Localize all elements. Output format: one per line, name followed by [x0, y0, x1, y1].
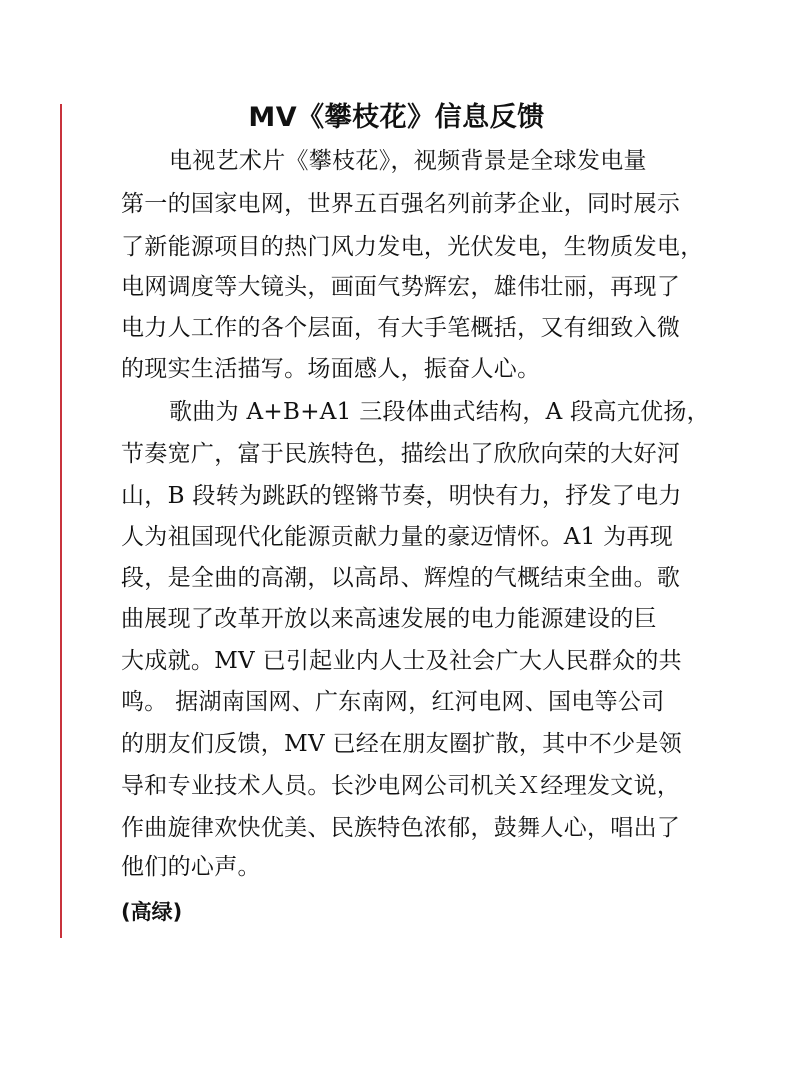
paragraph-line: 山，B 段转为跳跃的铿锵节奏，明快有力，抒发了电力 — [121, 483, 682, 509]
margin-line — [60, 104, 62, 938]
author-signature: (高绿) — [121, 900, 183, 924]
paragraph-line: 段，是全曲的高潮，以高昂、辉煌的气概结束全曲。歌 — [121, 565, 681, 591]
paragraph-line: 的朋友们反馈，MV 已经在朋友圈扩散，其中不少是领 — [121, 731, 682, 757]
paragraph-line: 鸣。 据湖南国网、广东南网，红河电网、国电等公司 — [121, 689, 665, 715]
paragraph-line: 歌曲为 A+B+A1 三段体曲式结构，A 段高亢优扬， — [169, 399, 710, 425]
paragraph-line: 他们的心声。 — [121, 854, 261, 880]
document-title: MV《攀枝花》信息反馈 — [248, 102, 545, 133]
paragraph-line: 大成就。MV 已引起业内人士及社会广大人民群众的共 — [121, 648, 682, 674]
paragraph-line: 电力人工作的各个层面，有大手笔概括，又有细致入微 — [121, 315, 681, 341]
paragraph-line: 的现实生活描写。场面感人，振奋人心。 — [121, 356, 541, 382]
paragraph-line: 电视艺术片《攀枝花》，视频背景是全球发电量 — [169, 148, 647, 174]
paragraph-line: 导和专业技术人员。长沙电网公司机关Ｘ经理发文说， — [121, 773, 681, 799]
paragraph-line: 曲展现了改革开放以来高速发展的电力能源建设的巨 — [121, 606, 657, 632]
paragraph-line: 了新能源项目的热门风力发电，光伏发电，生物质发电， — [121, 234, 704, 260]
paragraph-line: 第一的国家电网，世界五百强名列前茅企业，同时展示 — [121, 191, 681, 217]
paragraph-line: 电网调度等大镜头，画面气势辉宏，雄伟壮丽，再现了 — [121, 274, 681, 300]
paragraph-line: 节奏宽广，富于民族特色，描绘出了欣欣向荣的大好河 — [121, 441, 681, 467]
paragraph-line: 作曲旋律欢快优美、民族特色浓郁，鼓舞人心，唱出了 — [121, 815, 681, 841]
paragraph-line: 人为祖国现代化能源贡献力量的豪迈情怀。A1 为再现 — [121, 524, 674, 550]
